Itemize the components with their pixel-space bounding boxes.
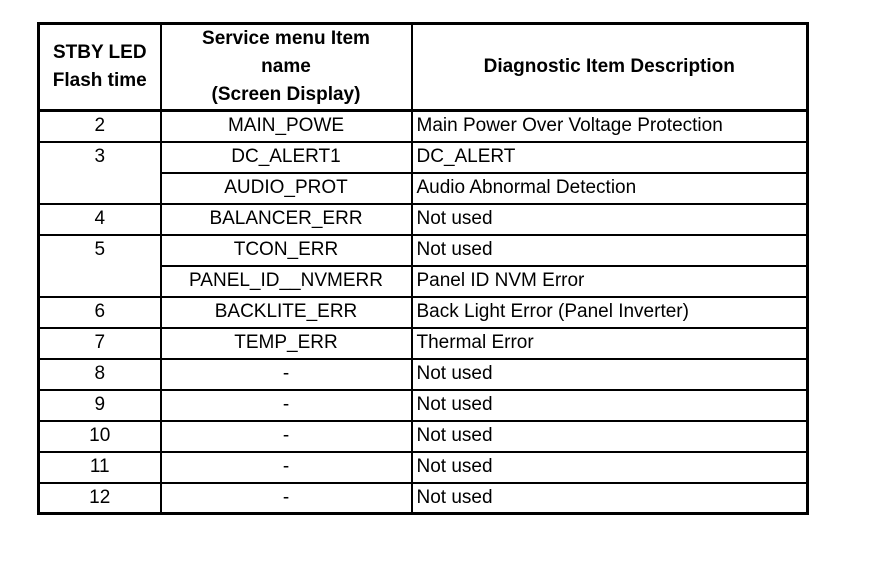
name-cell: BACKLITE_ERR <box>161 297 412 328</box>
name-cell: TEMP_ERR <box>161 328 412 359</box>
description-cell: Panel ID NVM Error <box>412 266 808 297</box>
led-cell: 11 <box>39 452 161 483</box>
led-cell: 5 <box>39 235 161 297</box>
header-led-flash-time <box>39 24 161 111</box>
table-row <box>39 483 808 514</box>
name-cell: TCON_ERR <box>161 235 412 266</box>
name-cell: PANEL_ID__NVMERR <box>161 266 412 297</box>
table-row <box>39 328 808 359</box>
description-cell: Not used <box>412 483 808 514</box>
header-led-line2: Flash time <box>52 70 147 91</box>
diagnostic-table <box>37 22 809 515</box>
name-cell: - <box>161 421 412 452</box>
header-led-line1: STBY LED <box>52 42 147 63</box>
header-row <box>39 24 808 111</box>
description-cell: Back Light Error (Panel Inverter) <box>412 297 808 328</box>
description-cell: Not used <box>412 204 808 235</box>
table-row <box>39 421 808 452</box>
description-cell: DC_ALERT <box>412 142 808 173</box>
led-cell: 10 <box>39 421 161 452</box>
led-cell: 6 <box>39 297 161 328</box>
description-cell: Audio Abnormal Detection <box>412 173 808 204</box>
table-row <box>39 390 808 421</box>
name-cell: MAIN_POWE <box>161 111 412 142</box>
header-name-line3: (Screen Display) <box>211 84 361 105</box>
name-cell: - <box>161 359 412 390</box>
led-cell: 7 <box>39 328 161 359</box>
name-cell: - <box>161 452 412 483</box>
header-service-menu-item <box>161 24 412 111</box>
table-row <box>39 452 808 483</box>
description-cell: Not used <box>412 421 808 452</box>
led-cell: 8 <box>39 359 161 390</box>
table-body <box>39 111 808 514</box>
led-cell: 2 <box>39 111 161 142</box>
led-cell: 3 <box>39 142 161 204</box>
description-cell: Not used <box>412 390 808 421</box>
header-description: Diagnostic Item Description <box>412 24 808 111</box>
header-name-line2: name <box>261 56 311 77</box>
table-row <box>39 111 808 142</box>
table-header <box>39 24 808 111</box>
led-cell: 12 <box>39 483 161 514</box>
name-cell: - <box>161 390 412 421</box>
description-cell: Not used <box>412 452 808 483</box>
description-cell: Not used <box>412 359 808 390</box>
table-row <box>39 142 808 173</box>
table-row <box>39 359 808 390</box>
name-cell: - <box>161 483 412 514</box>
table-row <box>39 204 808 235</box>
name-cell: AUDIO_PROT <box>161 173 412 204</box>
name-cell: BALANCER_ERR <box>161 204 412 235</box>
led-cell: 9 <box>39 390 161 421</box>
description-cell: Thermal Error <box>412 328 808 359</box>
name-cell: DC_ALERT1 <box>161 142 412 173</box>
description-cell: Not used <box>412 235 808 266</box>
led-cell: 4 <box>39 204 161 235</box>
table-row <box>39 297 808 328</box>
header-name-line1: Service menu Item <box>202 28 370 49</box>
description-cell: Main Power Over Voltage Protection <box>412 111 808 142</box>
table-row <box>39 235 808 266</box>
